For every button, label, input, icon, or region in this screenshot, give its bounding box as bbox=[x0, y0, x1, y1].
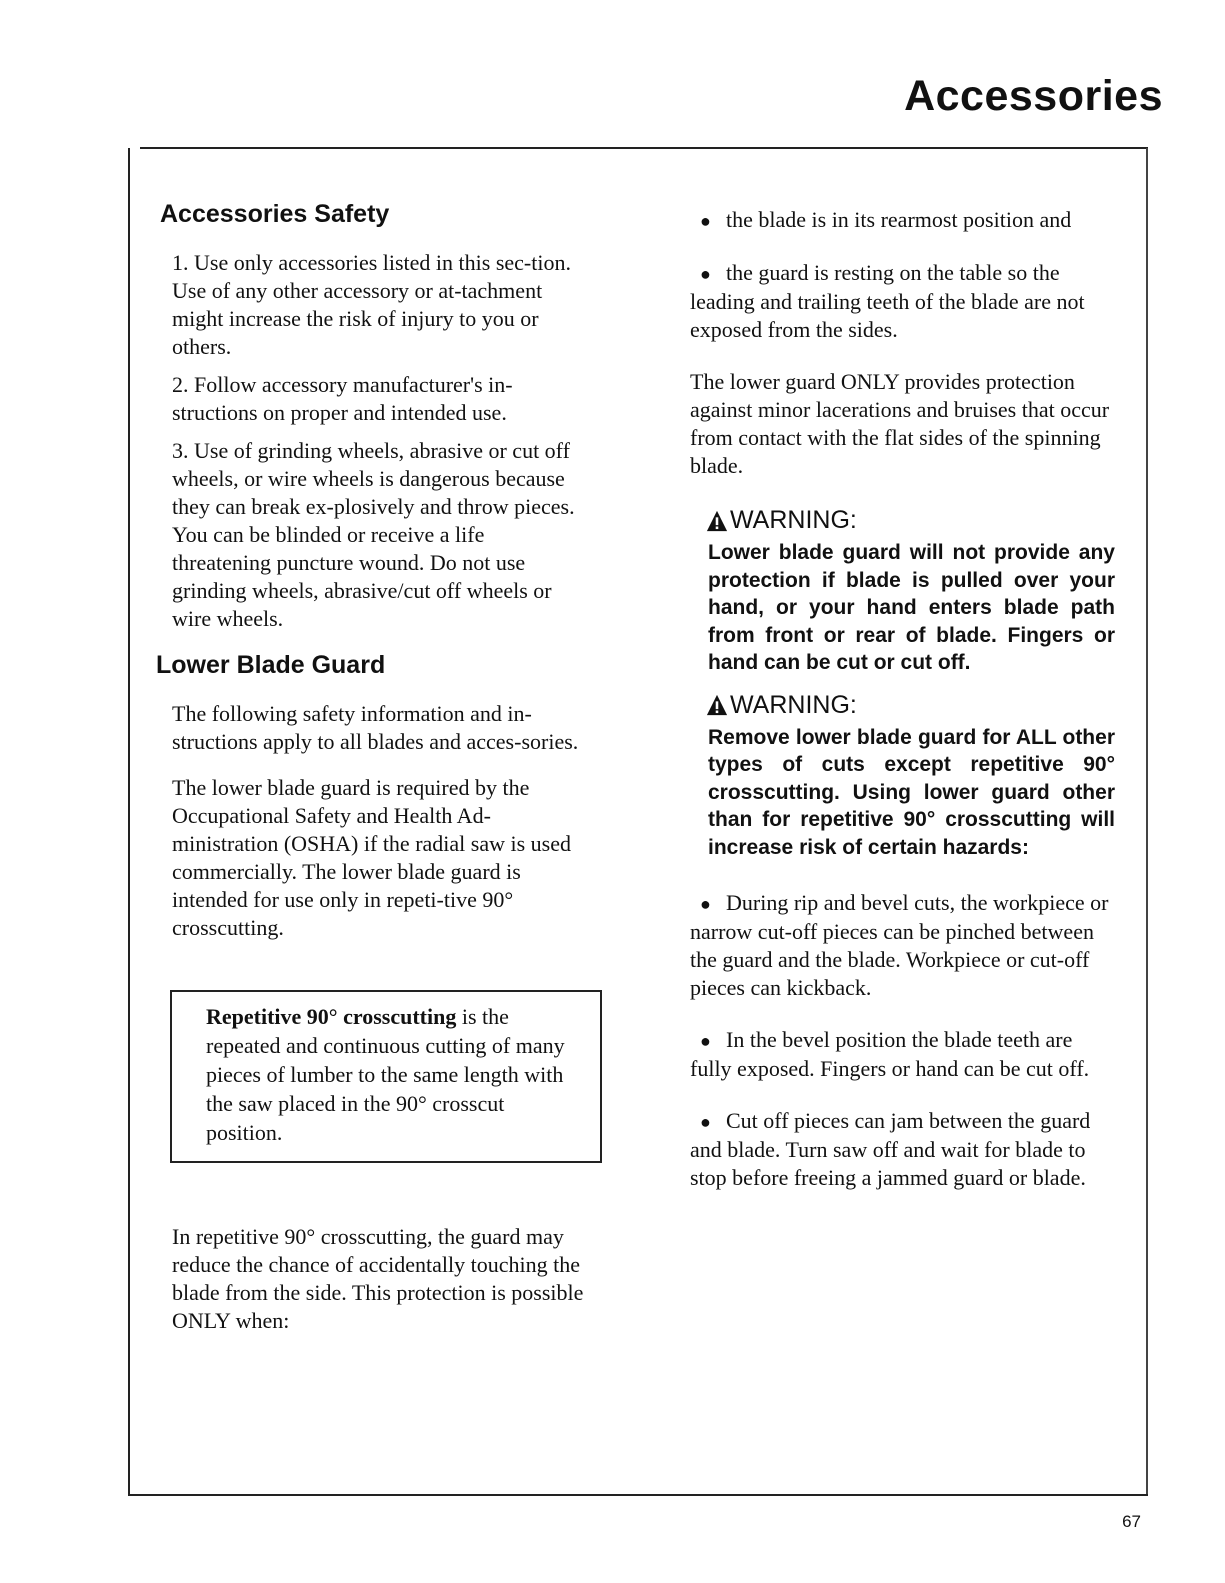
right-column bbox=[690, 206, 1115, 1192]
frame-right-rule bbox=[1146, 148, 1148, 1495]
accessories-safety-heading: Accessories Safety bbox=[160, 200, 390, 228]
definition-text bbox=[206, 1002, 578, 1147]
bullet-icon: ● bbox=[700, 1112, 711, 1132]
condition-item-2: ● the guard is resting on the table so the leading and trailing teeth of the blade are not exposed from the sides. bbox=[690, 260, 1085, 342]
frame-top-rule bbox=[140, 147, 1148, 149]
page-number: 67 bbox=[1122, 1512, 1141, 1531]
bullet-icon: ● bbox=[700, 1031, 711, 1051]
left-column bbox=[156, 200, 585, 1335]
definition-box bbox=[170, 990, 602, 1163]
warning-block-2 bbox=[690, 691, 1115, 862]
safety-item-1: 1. Use only accessories listed in this sec-tion. Use of any other accessory or at-tachment might increase the risk of injury to you or others. bbox=[172, 250, 571, 359]
warning-triangle-icon bbox=[706, 510, 728, 532]
frame-bottom-rule bbox=[128, 1494, 1148, 1496]
hazard-item-2: ● In the bevel position the blade teeth are fully exposed. Fingers or hand can be cut off. bbox=[690, 1027, 1090, 1081]
warning-block-1 bbox=[690, 506, 1115, 677]
bullet-icon: ● bbox=[700, 264, 711, 284]
warning-text-1: Lower blade guard will not provide any protection if blade is pulled over your hand, or your hand enters blade path from front or rear of blade. Fingers or hand can be cut or cut off. bbox=[708, 541, 1115, 674]
osha-paragraph: The lower blade guard is required by the Occupational Safety and Health Ad-ministration (OSHA) if the radial saw is used commercially. The lower blade guard is intended for use only in repeti-tive 90° crosscutting. bbox=[172, 775, 571, 940]
bullet-icon: ● bbox=[700, 894, 711, 914]
safety-item-2: 2. Follow accessory manufacturer's in-structions on proper and intended use. bbox=[172, 372, 513, 425]
frame-left-rule bbox=[128, 148, 130, 1495]
condition-item-1: ● the blade is in its rearmost position and bbox=[690, 206, 1115, 235]
warning-heading-2: WARNING: bbox=[706, 691, 1115, 720]
protection-paragraph: The lower guard ONLY provides protection against minor lacerations and bruises that occur from contact with the flat sides of the spinning blade. bbox=[690, 369, 1110, 478]
hazard-item-3: ● Cut off pieces can jam between the guard and blade. Turn saw off and wait for blade to stop before freeing a jammed guard or blade. bbox=[690, 1108, 1091, 1190]
warning-triangle-icon bbox=[706, 694, 728, 716]
warning-heading-1: WARNING: bbox=[706, 506, 1115, 535]
warning-text-2: Remove lower blade guard for ALL other types of cuts except repetitive 90° crosscutting. Using lower guard other than for repetitive 90° crosscutting will increase risk of certain hazards: bbox=[708, 725, 1115, 859]
page-title: Accessories bbox=[904, 72, 1163, 120]
safety-item-3: 3. Use of grinding wheels, abrasive or cut off wheels, or wire wheels is dangerous because they can break ex-plosively and throw pieces. You can be blinded or receive a life threatening puncture wound. Do not use grinding wheels, abrasive/cut off wheels or wire wheels. bbox=[172, 438, 575, 631]
lower-blade-guard-heading: Lower Blade Guard bbox=[156, 651, 386, 679]
hazard-item-1: ● During rip and bevel cuts, the workpiece or narrow cut-off pieces can be pinched between the guard and the blade. Workpiece or cut-off pieces can kickback. bbox=[690, 890, 1109, 1000]
closing-paragraph: In repetitive 90° crosscutting, the guard may reduce the chance of accidentally touching the blade from the side. This protection is possible ONLY when: bbox=[172, 1224, 584, 1333]
definition-term: Repetitive 90° crosscutting bbox=[206, 1004, 457, 1029]
guard-intro-paragraph: The following safety information and in-structions apply to all blades and acces-sories. bbox=[172, 701, 579, 754]
bullet-icon: ● bbox=[700, 211, 711, 231]
definition-body: is the repeated and continuous cutting of many pieces of lumber to the same length with the saw placed in the 90° crosscut position. bbox=[206, 1004, 565, 1145]
